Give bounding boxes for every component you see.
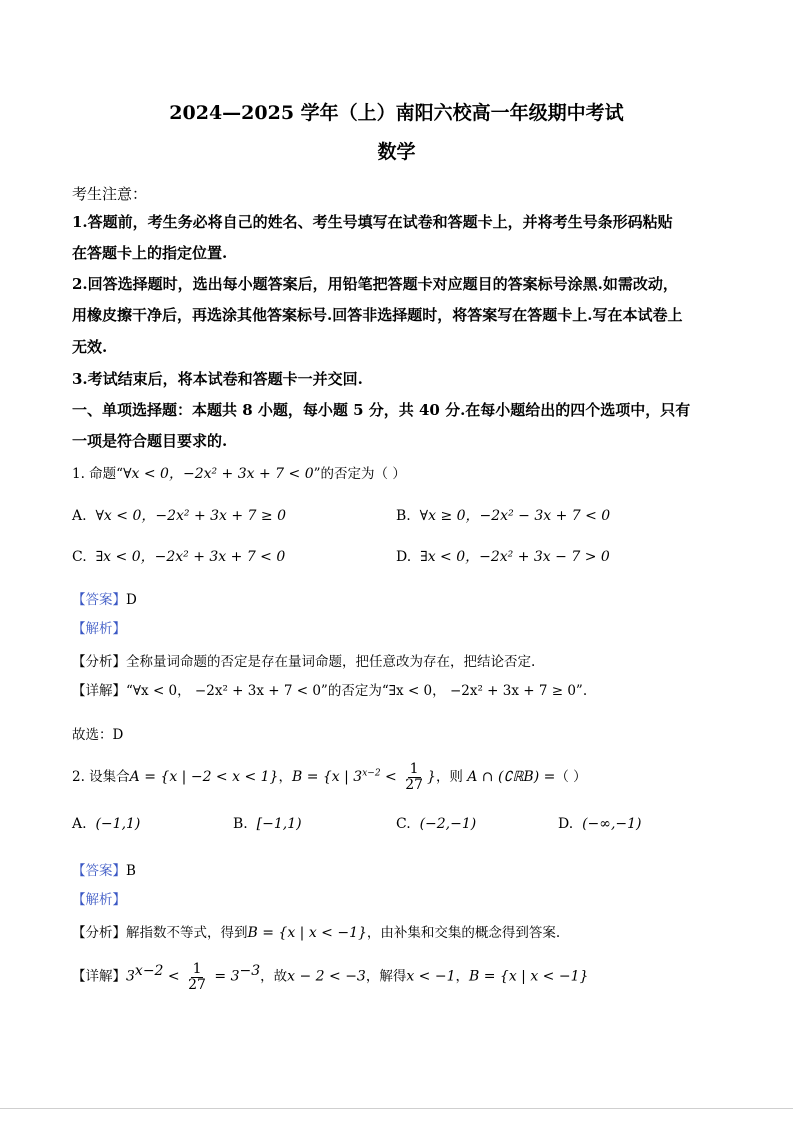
notice-item-2-line-1: 2.回答选择题时，选出每小题答案后，用铅笔把答题卡对应题目的答案标号涂黑.如需改动， bbox=[72, 275, 678, 293]
detail-tag: 【详解】 bbox=[72, 968, 126, 985]
set-b-fraction bbox=[403, 762, 425, 792]
detail-relation: < bbox=[163, 968, 185, 985]
option-label: D. bbox=[558, 816, 574, 832]
option-math: ∀x ≥ 0，−2x² − 3x + 7 < 0 bbox=[419, 508, 611, 524]
question-2-answer bbox=[72, 859, 136, 879]
question-1-detail bbox=[72, 679, 587, 699]
fraction-numerator: 1 bbox=[409, 761, 419, 777]
detail-text-3: ， bbox=[455, 968, 469, 985]
subject-title: 数学 bbox=[377, 141, 416, 163]
detail-text-2: ，解得 bbox=[365, 968, 407, 985]
question-2-option-d bbox=[558, 816, 642, 832]
question-1-option-a bbox=[72, 505, 286, 525]
option-label: A. bbox=[72, 508, 87, 524]
question-2-prefix: 2. 设集合 bbox=[72, 769, 130, 786]
detail-math-2: x < −1 bbox=[406, 968, 456, 985]
question-2-stem bbox=[72, 762, 587, 792]
question-1-suffix: ”的否定为（ ） bbox=[313, 466, 406, 482]
option-label: D. bbox=[396, 549, 412, 565]
option-math: (−∞,−1) bbox=[582, 816, 642, 832]
analysis-text: 全称量词命题的否定是存在量词命题，把任意改为存在，把结论否定. bbox=[126, 654, 536, 670]
question-1-option-c bbox=[72, 546, 285, 566]
option-label: C. bbox=[72, 549, 87, 565]
fraction-denominator: 27 bbox=[188, 976, 206, 993]
set-a: A = {x | −2 < x < 1} bbox=[129, 769, 279, 786]
analysis-tag: 【分析】 bbox=[72, 654, 126, 670]
question-2-option-a bbox=[72, 816, 140, 832]
detail-equals: = 3 bbox=[209, 968, 240, 985]
analysis-text-b: ，由补集和交集的概念得到答案. bbox=[366, 925, 561, 941]
analysis-math: B = {x | x < −1} bbox=[247, 925, 367, 941]
notice-item-1-line-1: 1.答题前，考生务必将自己的姓名、考生号填写在试卷和答题卡上，并将考生号条形码粘贴 bbox=[72, 213, 673, 231]
option-label: B. bbox=[396, 508, 411, 524]
question-2-option-c bbox=[396, 816, 476, 832]
question-1-choice: 故选：D bbox=[72, 727, 124, 743]
question-2-analysis bbox=[72, 921, 560, 941]
separator: ， bbox=[278, 769, 292, 786]
section-heading-line-2: 一项是符合题目要求的. bbox=[72, 432, 228, 450]
set-b-relation: < bbox=[380, 769, 402, 786]
detail-math-base: 3 bbox=[126, 968, 135, 985]
analysis-tag: 【分析】 bbox=[72, 925, 126, 941]
question-2-expression: A ∩ (∁ℝB) = bbox=[467, 769, 556, 786]
question-1-option-b bbox=[396, 505, 610, 525]
detail-tag: 【详解】 bbox=[72, 683, 126, 699]
option-math: [−1,1) bbox=[256, 816, 302, 832]
question-2-jiexi-tag: 【解析】 bbox=[72, 892, 126, 908]
question-1-jiexi-tag: 【解析】 bbox=[72, 621, 126, 637]
detail-math-exponent: x−2 bbox=[134, 963, 164, 980]
answer-value: B bbox=[126, 863, 136, 879]
exam-title: 2024—2025 学年（上）南阳六校高一年级期中考试 bbox=[169, 102, 624, 124]
notice-item-3: 3.考试结束后，将本试卷和答题卡一并交回. bbox=[72, 370, 363, 388]
option-label: A. bbox=[72, 816, 87, 832]
answer-paren: （ ） bbox=[555, 769, 587, 786]
answer-tag: 【答案】 bbox=[72, 592, 126, 608]
notice-item-2-line-3: 无效. bbox=[72, 338, 108, 356]
question-1-prefix: 1. 命题“ bbox=[72, 466, 124, 482]
option-math: ∀x < 0，−2x² + 3x + 7 ≥ 0 bbox=[95, 508, 287, 524]
option-math: (−2,−1) bbox=[419, 816, 477, 832]
answer-value: D bbox=[126, 592, 137, 608]
notice-heading: 考生注意： bbox=[72, 185, 148, 203]
set-b-exponent: x−2 bbox=[362, 768, 381, 779]
then-text: ，则 bbox=[435, 769, 468, 786]
question-1-analysis bbox=[72, 650, 535, 670]
answer-tag: 【答案】 bbox=[72, 863, 126, 879]
question-1-option-d bbox=[396, 546, 610, 566]
option-math: (−1,1) bbox=[95, 816, 141, 832]
option-label: B. bbox=[233, 816, 248, 832]
page-bottom-rule bbox=[0, 1108, 793, 1109]
question-1-stem bbox=[72, 462, 406, 483]
analysis-text-a: 解指数不等式，得到 bbox=[126, 925, 248, 941]
detail-math-3: B = {x | x < −1} bbox=[469, 968, 589, 985]
option-math: ∃x < 0，−2x² + 3x − 7 > 0 bbox=[420, 549, 610, 565]
detail-math-1: x − 2 < −3 bbox=[287, 968, 366, 985]
detail-equals-exponent: −3 bbox=[239, 963, 261, 980]
fraction-denominator: 27 bbox=[405, 776, 424, 793]
question-1-answer bbox=[72, 588, 137, 608]
set-b bbox=[291, 761, 436, 793]
option-math: ∃x < 0，−2x² + 3x + 7 < 0 bbox=[95, 549, 286, 565]
set-b-left: B = {x | 3 bbox=[291, 769, 363, 786]
fraction-numerator: 1 bbox=[192, 961, 202, 977]
detail-fraction bbox=[186, 962, 208, 992]
set-b-right: } bbox=[427, 769, 436, 786]
option-label: C. bbox=[396, 816, 411, 832]
notice-item-2-line-2: 用橡皮擦干净后，再选涂其他答案标号.回答非选择题时，将答案写在答题卡上.写在本试卷上 bbox=[72, 306, 683, 324]
section-heading-line-1: 一、单项选择题：本题共 8 小题，每小题 5 分，共 40 分.在每小题给出的四个选项中，只有 bbox=[72, 401, 691, 419]
notice-item-1-line-2: 在答题卡上的指定位置. bbox=[72, 244, 228, 262]
detail-text-1: ，故 bbox=[260, 968, 288, 985]
question-2-option-b bbox=[233, 816, 302, 832]
question-2-detail bbox=[72, 962, 588, 992]
question-1-stem-math: ∀x < 0，−2x² + 3x + 7 < 0 bbox=[123, 466, 314, 482]
detail-text: “∀x < 0， −2x² + 3x + 7 < 0”的否定为“∃x < 0， −2x² + 3x + 7 ≥ 0”. bbox=[126, 683, 588, 699]
